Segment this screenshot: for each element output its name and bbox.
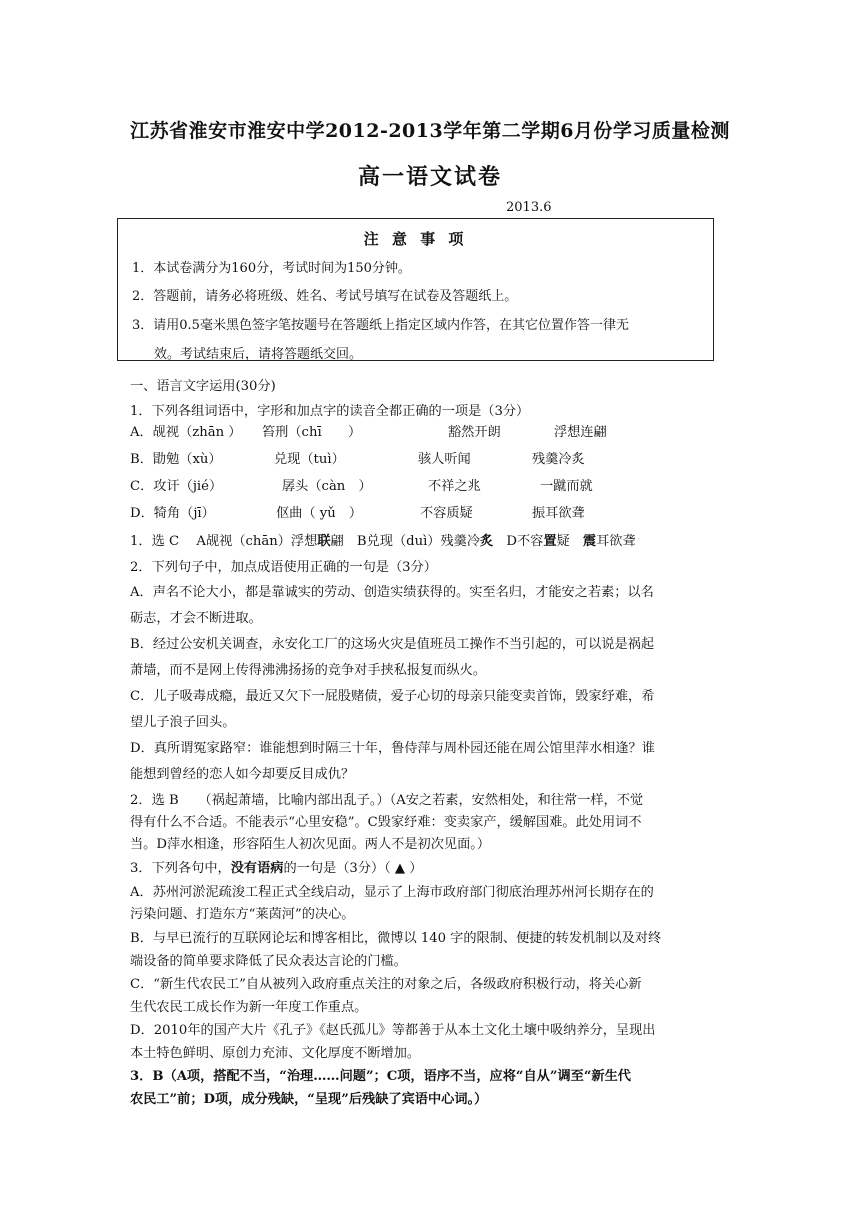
q2-line: B．经过公安机关调查，永安化工厂的这场火灾是值班员工操作不当引起的，可以说是祸起: [130, 637, 654, 652]
notice-box: [117, 218, 714, 361]
notice-item-3-cont: 效。考试结束后，请将答题纸交回。: [154, 347, 363, 362]
q2-answer-line: 当。D萍水相逢，形容陌生人初次见面。两人不是初次见面。）: [130, 837, 491, 852]
q3-answer-line: 3．B（A项，搭配不当，“治理……问题”；C项，语序不当，应将“自从”调至“新生代: [130, 1069, 631, 1084]
q1-b-word-4: 残羹冷炙: [532, 452, 585, 467]
q2-line: 望儿子浪子回头。: [130, 715, 236, 730]
q1-c-word-1: C．攻讦（jié）: [130, 479, 223, 494]
q1-stem: 1．下列各组词语中，字形和加点字的读音全都正确的一项是（3分）: [130, 404, 530, 419]
notice-item-1: 1．本试卷满分为160分，考试时间为150分钟。: [132, 261, 411, 276]
notice-item-3: 3．请用0.5毫米黑色签字笔按题号在答题纸上指定区域内作答，在其它位置作答一律无: [132, 318, 629, 333]
q3-line: D．2010年的国产大片《孔子》《赵氏孤儿》等都善于从本土文化土壤中吸纳养分，呈现出: [130, 1023, 656, 1038]
q1-a-word-2: 笞刑（chī ）: [262, 425, 362, 440]
section-heading: 一、语言文字运用(30分): [130, 379, 276, 394]
q2-line: C．儿子吸毒成瘾，最近又欠下一屁股赌债，爱子心切的母亲只能变卖首饰，毁家纾难，希: [130, 689, 655, 704]
q3-line: 生代农民工成长作为新一年度工作重点。: [130, 1000, 368, 1015]
q1-a-word-4: 浮想连翩: [554, 425, 607, 440]
q3-answer-line: 农民工”前；D项，成分残缺，“呈现”后残缺了宾语中心词。）: [130, 1092, 488, 1107]
q3-line: A．苏州河淤泥疏浚工程正式全线启动，显示了上海市政府部门彻底治理苏州河长期存在的: [130, 885, 654, 900]
q2-line: 砺志，才会不断进取。: [130, 611, 262, 626]
q2-stem: 2．下列句子中，加点成语使用正确的一句是（3分）: [130, 560, 437, 575]
q1-b-word-2: 兑现（tuì）: [274, 452, 345, 467]
q2-answer-line: 2．选 B （祸起萧墙，比喻内部出乱子。）（A安之若素，安然相处，和往常一样，不觉: [130, 793, 644, 808]
exam-title: 江苏省淮安市淮安中学2012-2013学年第二学期6月份学习质量检测: [130, 120, 730, 142]
q3-line: B．与早已流行的互联网论坛和博客相比，微博以 140 字的限制、便捷的转发机制以及对终: [130, 931, 662, 946]
q3-line: 污染问题、打造东方“莱茵河”的决心。: [130, 907, 355, 922]
q1-d-word-3: 不容质疑: [420, 506, 473, 521]
notice-title: 注 意 事 项: [363, 230, 468, 248]
q1-c-word-4: 一蹴而就: [540, 479, 593, 494]
q1-c-word-2: 孱头（càn ）: [282, 479, 372, 494]
q3-stem: 3．下列各句中，没有语病的一句是（3分）（ ▲ ）: [130, 861, 423, 876]
q1-d-word-1: D．犄角（jī）: [130, 506, 215, 521]
q3-line: 本土特色鲜明、原创力充沛、文化厚度不断增加。: [130, 1046, 421, 1061]
q1-b-word-3: 骇人听闻: [418, 452, 471, 467]
q1-a-word-3: 豁然开朗: [448, 425, 501, 440]
exam-subtitle: 高一语文试卷: [357, 164, 502, 190]
q2-line: D．真所谓冤家路窄：谁能想到时隔三十年，鲁侍萍与周朴园还能在周公馆里萍水相逢？谁: [130, 741, 655, 756]
q1-b-word-1: B．勖勉（xù）: [130, 452, 222, 467]
q1-answer: 1．选 C A觇视（chān）浮想联翩 B兑现（duì）残羹冷炙 D不容置疑 震耳欲聋: [130, 534, 636, 549]
exam-date: 2013.6: [506, 200, 552, 215]
q2-line: A．声名不论大小，都是靠诚实的劳动、创造实绩获得的。实至名归，才能安之若素；以名: [130, 585, 654, 600]
q1-c-word-3: 不祥之兆: [428, 479, 481, 494]
q2-answer-line: 得有什么不合适。不能表示“心里安稳”。C毁家纾难：变卖家产，缓解国难。此处用词不: [130, 815, 642, 830]
q2-line: 萧墙，而不是网上传得沸沸扬扬的竞争对手挟私报复而纵火。: [130, 663, 487, 678]
q1-d-word-2: 伛曲（ yǔ ）: [276, 506, 363, 521]
q1-a-word-1: A．觇视（zhān ）: [130, 425, 242, 440]
q2-line: 能想到曾经的恋人如今却要反目成仇？: [130, 767, 355, 782]
q3-line: 端设备的简单要求降低了民众表达言论的门槛。: [130, 954, 407, 969]
notice-item-2: 2．答题前，请务必将班级、姓名、考试号填写在试卷及答题纸上。: [132, 289, 518, 304]
q1-d-word-4: 振耳欲聋: [532, 506, 585, 521]
q3-line: C．“新生代农民工”自从被列入政府重点关注的对象之后，各级政府积极行动，将关心新: [130, 977, 642, 992]
